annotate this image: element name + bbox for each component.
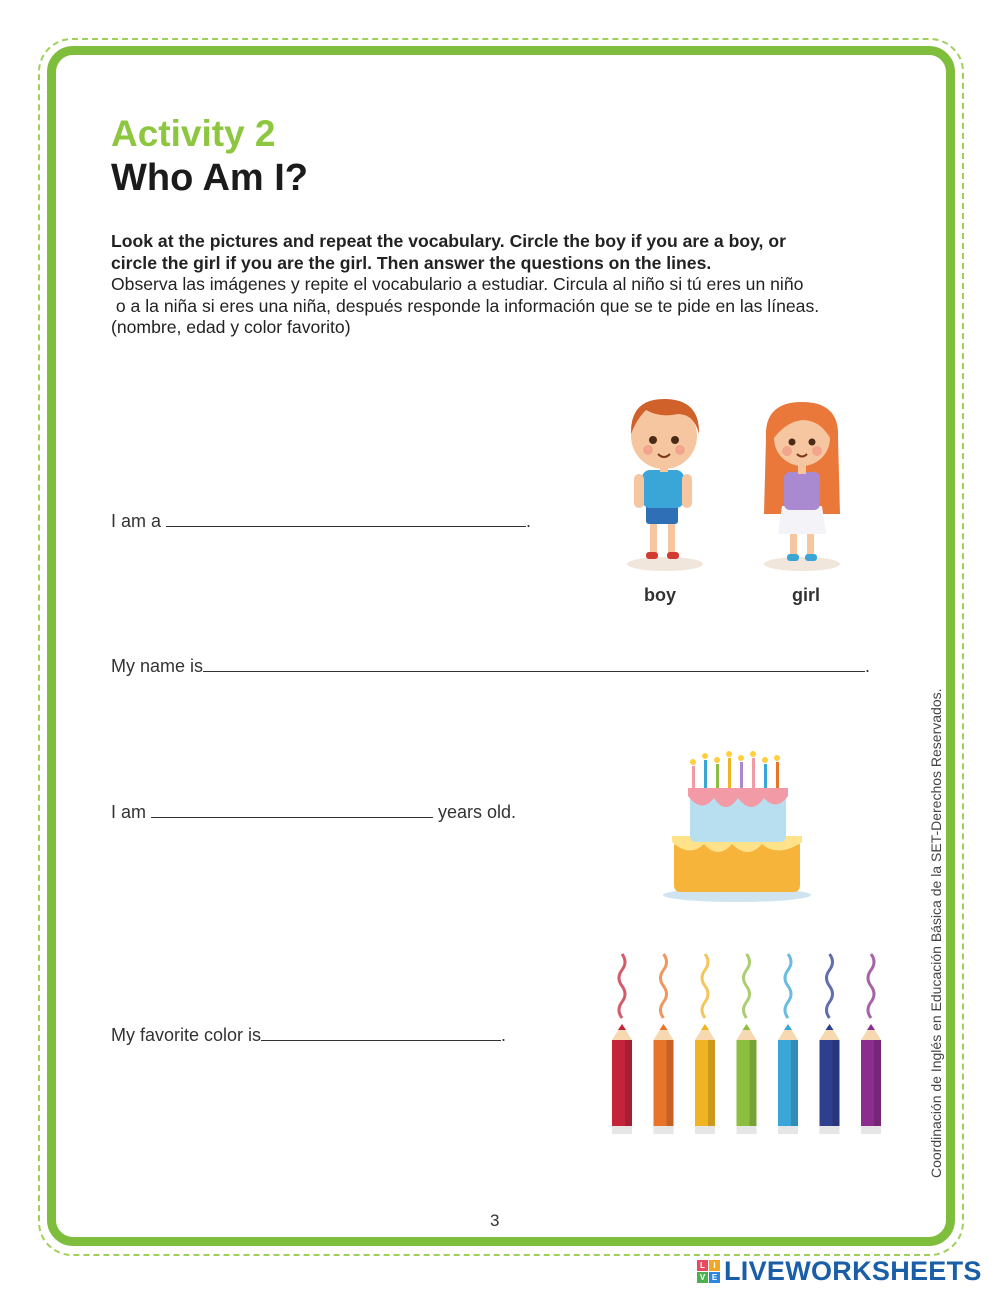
colored-pencils-illustration [600,948,890,1140]
page-number: 3 [490,1211,500,1230]
liveworksheets-logo-icon [697,1260,720,1283]
pencil [654,954,674,1134]
page-title: Who Am I? [111,157,308,199]
logo-letter: L [697,1260,708,1271]
instructions-es-line2: o a la niña si eres una niña, después responde la información que se te pide en las líneas. [111,295,820,316]
cake-candle-6 [752,758,755,788]
cake-candle-3 [716,764,719,788]
boy-label: boy [644,585,677,605]
instructions-en-line1: Look at the pictures and repeat the vocabulary. Circle the boy if you are a boy, or [111,231,786,251]
girl-label: girl [792,585,821,605]
answer-name-line[interactable] [203,657,865,672]
cake-candle-5 [740,762,743,788]
cake-candle-1 [692,766,695,788]
cake-candle-4 [728,758,731,788]
cake-candle-2 [704,760,707,788]
answer-color-line[interactable] [261,1026,501,1041]
sentence-prefix: My name is [111,656,204,676]
pencil [820,954,840,1134]
sentence-my-name: My name is . [111,656,871,676]
logo-letter: V [697,1272,708,1283]
sentence-favorite-color: My favorite color is . [111,1025,507,1045]
answer-gender-line[interactable] [166,512,526,527]
pencil [861,954,881,1134]
answer-age-line[interactable] [151,803,433,818]
logo-letter: E [709,1272,720,1283]
instructions-en-line2: circle the girl if you are the girl. Then answer the questions on the lines. [111,252,712,273]
cake-candle-7 [764,764,767,788]
logo-letter: I [709,1260,720,1271]
liveworksheets-wordmark: LIVEWORKSHEETS [724,1255,982,1286]
instructions-es-line1: Observa las imágenes y repite el vocabulario a estudiar. Circula al niño si tú eres un niño [111,274,804,294]
sentence-prefix: My favorite color is [111,1025,262,1045]
liveworksheets-brand[interactable] [697,1254,982,1288]
instructions [111,231,911,339]
sentence-prefix: I am [111,802,152,822]
sentence-prefix: I am a [111,511,167,531]
copyright-side-note: Coordinación de Inglés en Educación Básica de la SET-Derechos Reservados. [928,688,944,1178]
pencil [778,954,798,1134]
pencil [737,954,757,1134]
cake-candle-8 [776,762,779,788]
instructions-es-line3: (nombre, edad y color favorito) [111,317,351,337]
girl-illustration[interactable] [760,398,844,576]
sentence-age: I am years old. [111,802,517,822]
pencil [695,954,715,1134]
activity-label: Activity 2 [111,113,276,154]
birthday-cake-illustration [660,752,814,904]
pencil [612,954,632,1134]
sentence-i-am-a: I am a . [111,511,532,531]
boy-illustration[interactable] [620,392,710,576]
